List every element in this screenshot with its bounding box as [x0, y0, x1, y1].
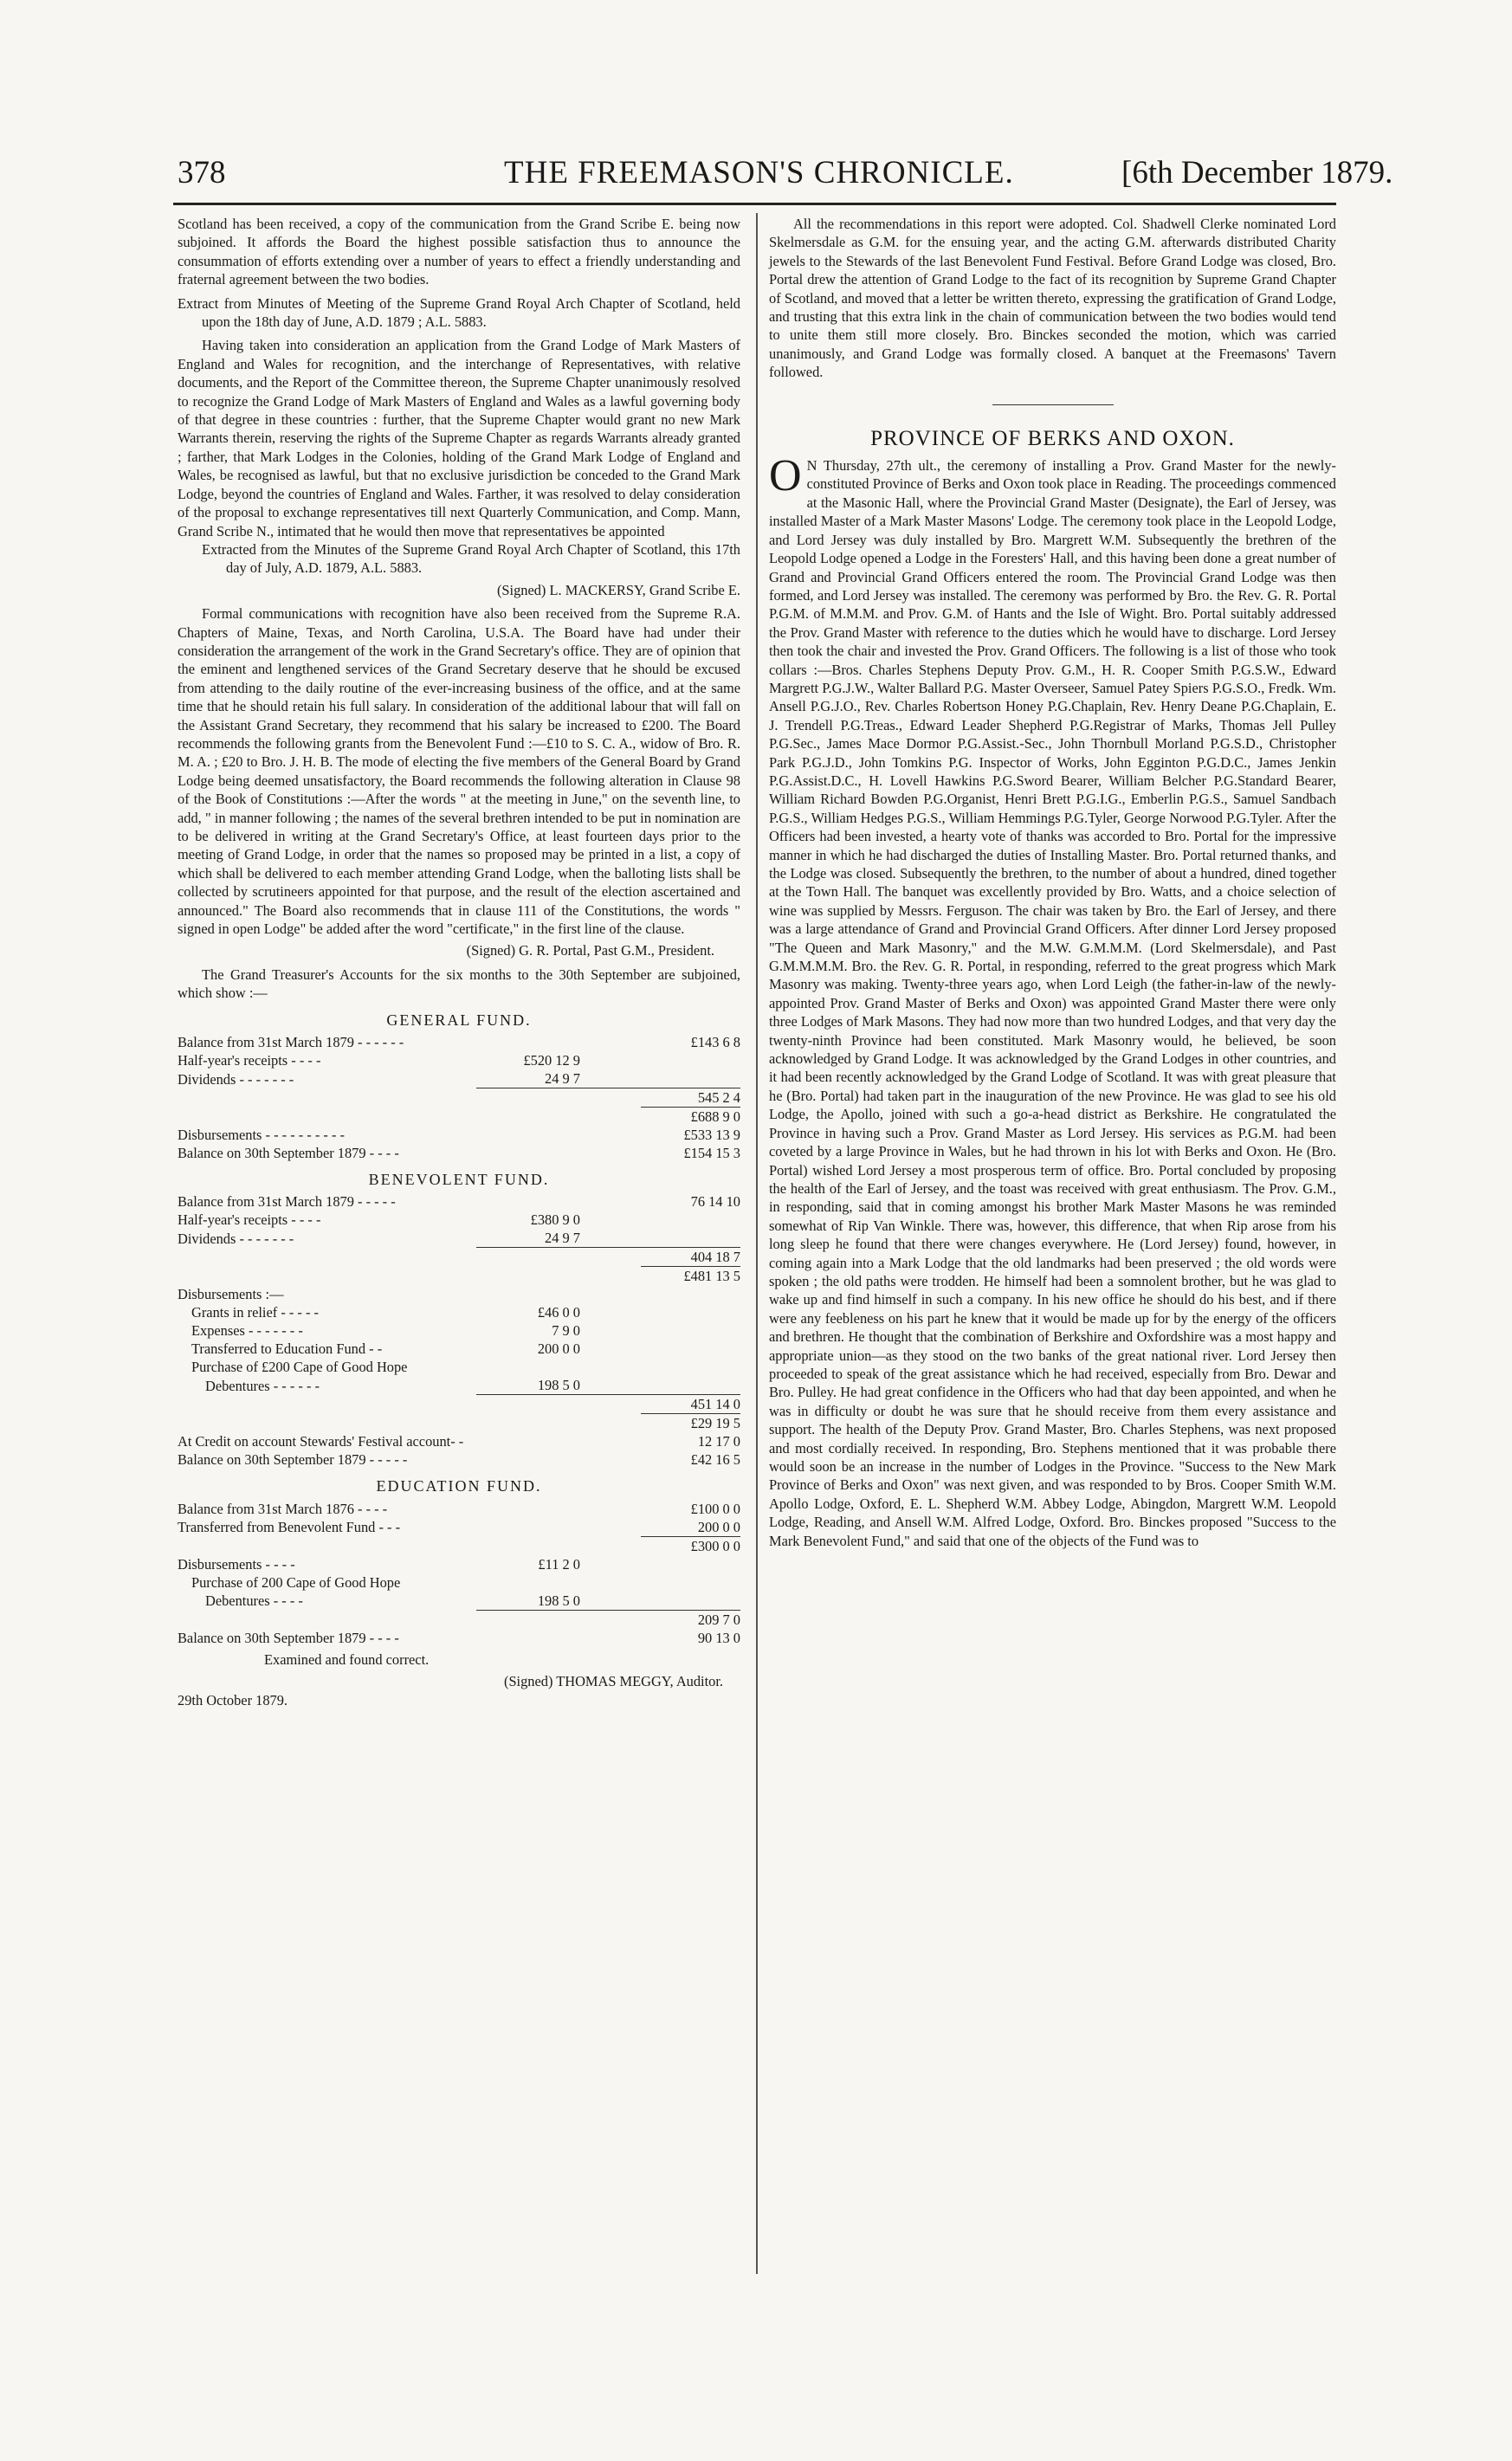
account-total — [641, 1051, 740, 1069]
account-row — [178, 1321, 740, 1340]
account-row — [178, 1285, 740, 1303]
account-label: Expenses - - - - - - - — [191, 1322, 303, 1340]
account-row — [178, 1518, 740, 1537]
account-row — [178, 1629, 740, 1647]
account-subtotal: £11 2 0 — [538, 1555, 580, 1573]
account-row — [178, 1592, 740, 1611]
account-total: £29 19 5 — [641, 1414, 740, 1433]
account-subtotal: £380 9 0 — [530, 1211, 580, 1229]
extract-heading: Extracted from the Minutes of the Supreme Grand Royal Arch Chapter of Scotland, this 17th day of July, A.D. 1879, A.L. 5883. — [202, 540, 740, 577]
account-total — [641, 1358, 740, 1376]
account-label: Purchase of 200 Cape of Good Hope — [191, 1573, 401, 1591]
account-label: Debentures - - - - — [205, 1592, 303, 1610]
account-subtotal — [476, 1395, 641, 1414]
account-label: Half-year's receipts - - - - — [178, 1052, 321, 1069]
account-label: Purchase of £200 Cape of Good Hope — [191, 1359, 408, 1376]
paragraph: Scotland has been received, a copy of the communication from the Grand Scribe E. being now subjoined. It affords the Board the highest possible satisfaction thus to announce the consummation of efforts extending over a number of years to effect a friendly understanding and fraternal agreement between the two bodies. — [178, 216, 740, 288]
account-label: Transferred from Benevolent Fund - - - — [178, 1519, 401, 1536]
signature: (Signed) L. MACKERSY, Grand Scribe E. — [496, 581, 740, 598]
account-total — [641, 1555, 740, 1573]
account-subtotal — [476, 1033, 641, 1051]
general-fund-title: GENERAL FUND. — [386, 1011, 532, 1029]
account-total: £533 13 9 — [683, 1127, 740, 1144]
account-total — [641, 1211, 740, 1229]
account-row — [178, 1340, 740, 1358]
account-subtotal — [476, 1518, 641, 1537]
account-row — [178, 1033, 740, 1051]
account-total — [641, 1573, 740, 1592]
account-row — [178, 1555, 740, 1573]
date-line: 29th October 1879. — [178, 1691, 288, 1708]
account-label: Dividends - - - - - - - — [178, 1230, 294, 1247]
issue-date: [6th December 1879. — [1121, 155, 1393, 191]
account-label: Balance from 31st March 1876 - - - - — [178, 1500, 388, 1517]
account-total — [641, 1592, 740, 1611]
account-subtotal — [476, 1450, 641, 1469]
account-subtotal: 198 5 0 — [537, 1592, 580, 1609]
account-row — [178, 1267, 740, 1286]
account-total: 404 18 7 — [641, 1248, 740, 1267]
account-row — [178, 1229, 740, 1248]
account-label: Balance on 30th September 1879 - - - - - — [178, 1451, 408, 1469]
account-label — [178, 1610, 476, 1629]
account-total: £688 9 0 — [641, 1108, 740, 1127]
account-subtotal — [476, 1285, 641, 1303]
account-label: Disbursements :— — [178, 1286, 284, 1303]
account-total: 12 17 0 — [697, 1433, 740, 1450]
account-row — [178, 1144, 740, 1162]
account-total: 200 0 0 — [697, 1518, 740, 1535]
account-total: £143 6 8 — [690, 1034, 740, 1051]
account-row — [178, 1414, 740, 1433]
education-fund-title: EDUCATION FUND. — [376, 1477, 542, 1495]
article-body — [769, 451, 1336, 1550]
account-subtotal: 24 9 7 — [545, 1230, 580, 1247]
account-total: £154 15 3 — [683, 1145, 740, 1162]
account-subtotal — [476, 1610, 641, 1629]
masthead-title: THE FREEMASON'S CHRONICLE. — [504, 155, 1014, 191]
account-subtotal — [476, 1358, 641, 1376]
account-row — [178, 1432, 740, 1450]
account-total: 451 14 0 — [641, 1395, 740, 1414]
account-label — [178, 1108, 476, 1127]
paragraph: Formal communications with recognition have also been received from the Supreme R.A. Chapters of Maine, Texas, and North Carolina, U.S.A. The Board have had under their consideration the arrangement of the work in the Grand Secretary's office. They are of opinion that the eminent and lengthened services of the Grand Secretary deserve that he should be excused from attending to the daily routine of the ever-increasing business of the office, and at the same time that he should retain his full salary. In consideration of the additional labour that will fall on the Assistant Grand Secretary, they recommend that his salary be increased to £200. The Board recommends the following grants from the Benevolent Fund :—£10 to S. C. A., widow of Bro. R. M. A. ; £20 to Bro. J. H. B. The mode of electing the five members of the General Board by Grand Lodge being deemed unsatisfactory, the Board recommends the following alteration in Clause 98 of the Book of Constitutions :—After the words " at the meeting in June," on the seventh line, to add, " in manner following ; the names of the several brethren intended to be put in nomination are to be delivered in writing at the Grand Secretary's Office, at least fourteen days prior to the meeting of Grand Lodge, in order that the names so proposed may be printed in a list, a copy of which shall be delivered to each member attending Grand Lodge, when the balloting lists shall be collected by scrutineers appointed for that purpose, and the result of the election ascertained and announced." The Board also recommends that in clause 111 of the Constitutions, the words " signed in open Lodge" be added after the word "certificate," in the first line of the clause. — [178, 605, 740, 938]
account-subtotal — [476, 1192, 641, 1211]
account-subtotal: 198 5 0 — [537, 1377, 580, 1394]
left-column — [178, 215, 740, 1709]
account-row — [178, 1376, 740, 1395]
account-label: Transferred to Education Fund - - — [191, 1340, 383, 1358]
paragraph: Having taken into consideration an application from the Grand Lodge of Mark Masters of England and Wales for recognition, and the interchange of Representatives, with relative documents, and the Report of the Committee thereon, the Supreme Chapter unanimously resolved to recognize the Grand Lodge of Mark Masters of England and Wales as a lawful governing body of that degree in these countries : further, that the Supreme Chapter would grant no new Mark Warrants therein, reserving the rights of the Supreme Chapter as regards Warrants already granted ; farther, that Mark Lodges in the Colonies, holding of the Grand Mark Lodge of England and Wales, be recognised as lawful, but that no exclusive jurisdiction be conceded to the Grand Mark Lodge, beyond the countries of England and Wales. Farther, it was resolved to delay consideration of the proposal to exchange representatives till next Quarterly Communication, and Comp. Mann, Grand Scribe N., intimated that he would then move that representatives be appointed — [178, 337, 740, 539]
paragraph: All the recommendations in this report were adopted. Col. Shadwell Clerke nominated Lord Skelmersdale as G.M. for the ensuing year, and the acting G.M. afterwards distributed Charity jewels to the Stewards of the last Benevolent Fund Festival. Before Grand Lodge was closed, Bro. Portal drew the attention of Grand Lodge to the fact of its recognition by Supreme Grand Chapter of Scotland, and moved that a letter be written thereto, expressing the gratification of Grand Lodge, and trusting that this extra link in the chain of communication between the two bodies would tend to unite them still more closely. Bro. Binckes seconded the motion, which was carried unanimously, and Grand Lodge was formally closed. A banquet at the Freemasons' Tavern followed. — [769, 216, 1336, 381]
account-total — [641, 1303, 740, 1321]
account-subtotal: £520 12 9 — [523, 1052, 580, 1069]
account-label — [178, 1414, 476, 1433]
account-label — [178, 1088, 476, 1108]
account-subtotal: 200 0 0 — [537, 1340, 580, 1358]
account-total — [641, 1321, 740, 1340]
account-total: 76 14 10 — [690, 1193, 740, 1211]
account-row — [178, 1192, 740, 1211]
signature: (Signed) THOMAS MEGGY, Auditor. — [503, 1673, 723, 1690]
article-text: N Thursday, 27th ult., the ceremony of installing a Prov. Grand Master for the newly-constituted Province of Berks and Oxon took place in Reading. The proceedings commenced at the Masonic Hall, where the Provincial Grand Master (Designate), the Earl of Jersey, was installed Master of a Mark Master Masons' Lodge. The ceremony took place in the Leopold Lodge, and Lord Jersey was duly installed by Bro. Margrett W.M. Subsequently the brethren of the Leopold Lodge opened a Lodge in the Foresters' Hall, and this having been done a great number of Grand and Provincial Grand Officers entered the room. The Provincial Grand Lodge was then formed, and Lord Jersey was installed. The ceremony was performed by Bro. the Rev. G. R. Portal P.G.M. of M.M.M. and Prov. G.M. of Hants and the Isle of Wight. Bro. Portal suitably addressed the Prov. Grand Master with reference to the duties which he would have to discharge. Lord Jersey then took the chair and invested the Prov. Grand Officers. The following is a list of those who took collars :—Bros. Charles Stephens Deputy Prov. G.M., H. R. Cooper Smith P.G.S.W., Edward Margrett P.G.J.W., Walter Ballard P.G. Master Overseer, Samuel Patey Spiers P.G.S.O., Fredk. Wm. Ansell P.G.J.O., Rev. Charles Robertson Honey P.G.Chaplain, Rev. Henry Deane P.G.Chaplain, E. J. Trendell P.G.Treas., Edward Leader Shepherd P.G.Registrar of Marks, Thomas Jell Pulley P.G.Sec., James Mace Dormor P.G.Assist.-Sec., John Thornbull Morland P.G.S.D., Christopher Park P.G.J.D., John Tomkins P.G. Inspector of Works, John Egginton P.G.D.C., James Jenkin P.G.Assist.D.C., H. Lovell Hawkins P.G.Sword Bearer, William Belcher P.G.Standard Bearer, William Richard Bowden P.G.Organist, Henri Brett P.G.I.G., Emberlin P.G.S., Samuel Sandbach P.G.S., William Hedges P.G.S., William Hemmings P.G.Tyler, George Norwood P.G.Tyler. After the Officers had been invested, a hearty vote of thanks was accorded to Bro. Portal for the impressive manner in which he had discharged the duties of Installing Master. Bro. Portal returned thanks, and the Lodge was closed. Subsequently the brethren, to the number of about a hundred, dined together at the Town Hall. The banquet was excellently provided by Bro. Watts, and a choice selection of wine was supplied by Messrs. Ferguson. The chair was taken by Bro. the Earl of Jersey, and there was a large attendance of Grand and Provincial Grand Officers. After dinner Lord Jersey proposed "The Queen and Mark Masonry," and the M.W. G.M.M.M. (Lord Skelmersdale), and Past G.M.M.M.M. Bro. the Rev. G. R. Portal, in responding, referred to the great progress which Mark Masonry was making. Twenty-three years ago, when Lord Leigh (the father-in-law of the newly-appointed Prov. Grand Master of Berks and Oxon) was appointed Grand Master there were only three Lodges of Mark Masons. They had now more than two hundred Lodges, and that very day the twenty-ninth Province had been constituted. Mark Masonry would, he believed, be soon acknowledged by Grand Lodge. It was acknowledged by the Grand Lodges in other countries, and it had been recently acknowledged by the Grand Lodge of Scotland. It was with great pleasure that he (Bro. Portal) had taken part in the inauguration of the new Province. He was glad to see his old Lodge, the Apollo, joined with such a go-a-head district as Berkshire. He congratulated the Province in having such a Prov. Grand Master as Lord Jersey. His services as P.G.M. had been coveted by a large Province in Wales, but he had thrown in his lot with Berks and Oxon. He (Bro. Portal) wished Lord Jersey a most prosperous term of office. Bro. Portal concluded by proposing the health of the Earl of Jersey, and the toast was received with great enthusiasm. The Prov. G.M., in responding, said that in coming amongst his brother Mark Master Masons he was reminded somewhat of Rip Van Winkle. There was, however, this difference, that when Rip arose from his long sleep he found that there were changes everywhere. He (Lord Jersey) found, however, in coming again into a Mark Lodge that the old landmarks had been preserved ; the old words were spoken ; the old paths were trodden. He himself had been a somnolent brother, but he was glad to wake up and find himself in such a company. In his new office he should do his best, and if there were any feebleness on his part he knew that it would be made up for by the energy of the officers and brethren. He thought that the combination of Berkshire and Oxfordshire was a most happy and appropriate union—as they stood on the two banks of the great national river. Lord Jersey then proceeded to speak of the great assistance which he had received, especially from Bro. Dewar and Bro. Pulley. He had great confidence in the Officers who had that day been appointed, and when he was in difficulty or doubt he was sure that he should receive from them every assistance and support. The health of the Deputy Prov. Grand Master, Bro. Charles Stephens, was next proposed and most cordially received. In responding, Bro. Stephens mentioned that it was probable there would soon be an increase in the number of Lodges in the Province. "Success to the New Mark Province of Berks and Oxon" was next given, and was responded to by Bros. Cooper Smith W.M. Apollo Lodge, Oxford, E. L. Shepherd W.M. Abbey Lodge, Abingdon, Margrett W.M. Leopold Lodge, Reading, and Ansell W.M. Alfred Lodge, Oxford. Bro. Binckes proposed "Success to the Mark Benevolent Fund," and said that one of the objects of the Fund was to — [769, 457, 1336, 1549]
account-row — [178, 1108, 740, 1127]
account-subtotal: 7 9 0 — [552, 1322, 580, 1340]
page-number: 378 — [178, 155, 226, 191]
column-divider — [756, 213, 758, 2274]
account-label — [178, 1248, 476, 1267]
account-subtotal — [476, 1500, 641, 1518]
account-row — [178, 1536, 740, 1555]
account-label: Grants in relief - - - - - — [191, 1304, 319, 1321]
account-row — [178, 1450, 740, 1469]
account-total: 545 2 4 — [641, 1088, 740, 1108]
general-fund-table — [178, 1033, 740, 1162]
account-row — [178, 1358, 740, 1376]
account-subtotal — [476, 1414, 641, 1433]
account-label: Disbursements - - - - — [178, 1555, 295, 1573]
extract-heading: Extract from Minutes of Meeting of the Supreme Grand Royal Arch Chapter of Scotland, held upon the 18th day of June, A.D. 1879 ; A.L. 5883. — [178, 294, 740, 331]
account-subtotal: £46 0 0 — [537, 1304, 580, 1321]
account-subtotal — [476, 1108, 641, 1127]
account-total: £42 16 5 — [690, 1451, 740, 1469]
account-subtotal — [476, 1536, 641, 1555]
account-row — [178, 1248, 740, 1267]
account-label: Balance on 30th September 1879 - - - - — [178, 1629, 399, 1646]
account-row — [178, 1211, 740, 1229]
account-row — [178, 1051, 740, 1069]
account-total: £300 0 0 — [641, 1536, 740, 1555]
account-subtotal — [476, 1144, 641, 1162]
account-row — [178, 1610, 740, 1629]
account-row — [178, 1126, 740, 1144]
account-label: Disbursements - - - - - - - - - - — [178, 1127, 345, 1144]
account-subtotal — [476, 1573, 641, 1592]
account-label: At Credit on account Stewards' Festival account- - — [178, 1433, 464, 1450]
education-fund-table — [178, 1500, 740, 1647]
account-subtotal: 24 9 7 — [545, 1070, 580, 1088]
account-label: Balance from 31st March 1879 - - - - - - — [178, 1034, 404, 1051]
account-row — [178, 1573, 740, 1592]
account-label — [178, 1267, 476, 1286]
account-subtotal — [476, 1267, 641, 1286]
account-total: £100 0 0 — [690, 1500, 740, 1517]
account-label: Debentures - - - - - - — [205, 1377, 320, 1394]
account-total — [641, 1340, 740, 1358]
account-row — [178, 1395, 740, 1414]
header-rule — [173, 203, 1336, 205]
benevolent-fund-table — [178, 1192, 740, 1469]
account-total: 90 13 0 — [697, 1629, 740, 1646]
right-column — [769, 215, 1336, 1550]
account-label: Dividends - - - - - - - — [178, 1070, 294, 1088]
account-label — [178, 1536, 476, 1555]
section-divider — [992, 404, 1114, 405]
account-subtotal — [476, 1088, 641, 1108]
account-label: Balance from 31st March 1879 - - - - - — [178, 1193, 396, 1211]
section-title: PROVINCE OF BERKS AND OXON. — [870, 426, 1235, 450]
examined-line: Examined and found correct. — [264, 1650, 430, 1668]
account-row — [178, 1500, 740, 1518]
account-row — [178, 1069, 740, 1088]
account-total — [641, 1376, 740, 1395]
paragraph: The Grand Treasurer's Accounts for the six months to the 30th September are subjoined, which show :— — [178, 966, 740, 1002]
account-subtotal — [476, 1629, 641, 1647]
account-total — [641, 1229, 740, 1248]
drop-cap: O — [769, 451, 802, 501]
account-label — [178, 1395, 476, 1414]
account-total: 209 7 0 — [641, 1610, 740, 1629]
account-subtotal — [476, 1126, 641, 1144]
account-subtotal — [476, 1432, 641, 1450]
account-row — [178, 1088, 740, 1108]
account-total — [641, 1069, 740, 1088]
signature: (Signed) G. R. Portal, Past G.M., President. — [466, 942, 714, 959]
account-row — [178, 1303, 740, 1321]
benevolent-fund-title: BENEVOLENT FUND. — [368, 1171, 550, 1189]
account-total: £481 13 5 — [641, 1267, 740, 1286]
account-subtotal — [476, 1248, 641, 1267]
account-label: Balance on 30th September 1879 - - - - — [178, 1145, 399, 1162]
account-total — [641, 1285, 740, 1303]
account-label: Half-year's receipts - - - - — [178, 1211, 321, 1229]
